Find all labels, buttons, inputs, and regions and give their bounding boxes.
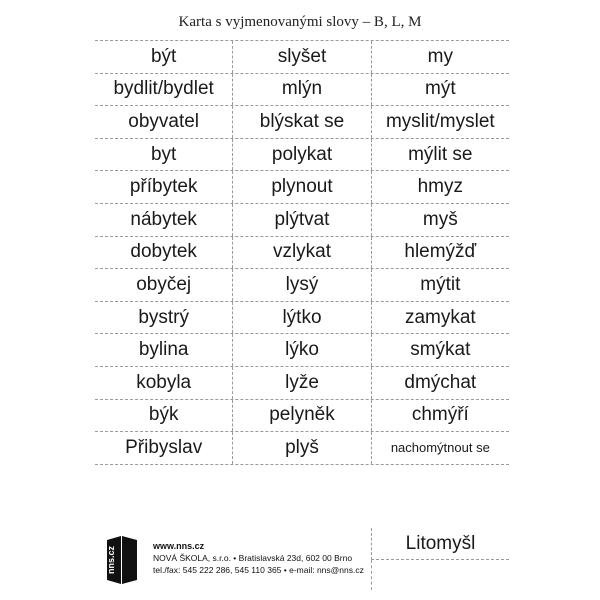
publisher-web: www.nns.cz: [153, 541, 205, 551]
word-cell: plýtvat: [232, 204, 370, 236]
word-row: [95, 269, 509, 302]
word-cell: bystrý: [138, 306, 189, 328]
word-cell: dobytek: [130, 241, 197, 263]
word-cell: mýtit: [371, 269, 509, 301]
word-cell: bylina: [138, 339, 189, 361]
word-row: [95, 432, 509, 465]
publisher-contact: tel./fax: 545 222 286, 545 110 365 • e-mail: nns@nns.cz: [153, 565, 364, 575]
word-cell: mýlit se: [371, 139, 509, 171]
word-cell: lýtko: [232, 302, 370, 334]
word-row: [95, 106, 509, 139]
word-cell: nábytek: [130, 208, 197, 230]
word-cell: lysý: [232, 269, 370, 301]
word-row: [95, 334, 509, 367]
word-row: [95, 74, 509, 107]
word-row: [95, 302, 509, 335]
word-row: [95, 204, 509, 237]
card-title: Karta s vyjmenovanými slovy – B, L, M: [178, 14, 422, 30]
word-cell: myslit/myslet: [371, 106, 509, 138]
word-row: [95, 237, 509, 270]
nns-book-logo-icon: [105, 534, 139, 586]
word-cell: blýskat se: [232, 106, 370, 138]
word-cell: zamykat: [371, 302, 509, 334]
word-row: [95, 139, 509, 172]
word-cell: nachomýtnout se: [371, 432, 509, 464]
word-cell: lyže: [232, 367, 370, 399]
word-cell: býk: [148, 404, 179, 426]
logo-text: nns.cz: [106, 545, 116, 575]
word-cell: kobyla: [136, 371, 192, 393]
word-cell: být: [150, 45, 177, 67]
word-grid: [95, 40, 509, 465]
publisher-info: [153, 540, 364, 576]
word-cell: příbytek: [129, 176, 198, 198]
word-row: [95, 41, 509, 74]
word-cell: bydlit/bydlet: [113, 78, 214, 100]
word-row: [95, 400, 509, 433]
word-cell: mlýn: [232, 74, 370, 106]
word-cell: vzlykat: [232, 237, 370, 269]
word-cell: plyš: [232, 432, 370, 464]
word-cell: my: [371, 41, 509, 73]
word-cell: dmýchat: [371, 367, 509, 399]
word-cell: hmyz: [371, 171, 509, 203]
divider: [371, 560, 372, 590]
word-row: [95, 367, 509, 400]
word-cell: mýt: [371, 74, 509, 106]
word-cell: polykat: [232, 139, 370, 171]
word-cell: byt: [150, 143, 177, 165]
word-cell: smýkat: [371, 334, 509, 366]
word-cell: chmýří: [371, 400, 509, 432]
word-cell: myš: [371, 204, 509, 236]
publisher-address: NOVÁ ŠKOLA, s.r.o. • Bratislavská 23d, 602 00 Brno: [153, 553, 353, 563]
word-cell-last: Litomyšl: [371, 528, 509, 560]
word-row: [95, 171, 509, 204]
word-cell: pelyněk: [232, 400, 370, 432]
word-cell: hlemýžď: [371, 237, 509, 269]
word-cell: lýko: [232, 334, 370, 366]
word-cell: obyčej: [136, 273, 192, 295]
word-cell: obyvatel: [128, 110, 200, 132]
word-cell: slyšet: [232, 41, 370, 73]
word-cell: Přibyslav: [125, 436, 203, 458]
word-cell: plynout: [232, 171, 370, 203]
publisher-footer: [95, 528, 371, 590]
